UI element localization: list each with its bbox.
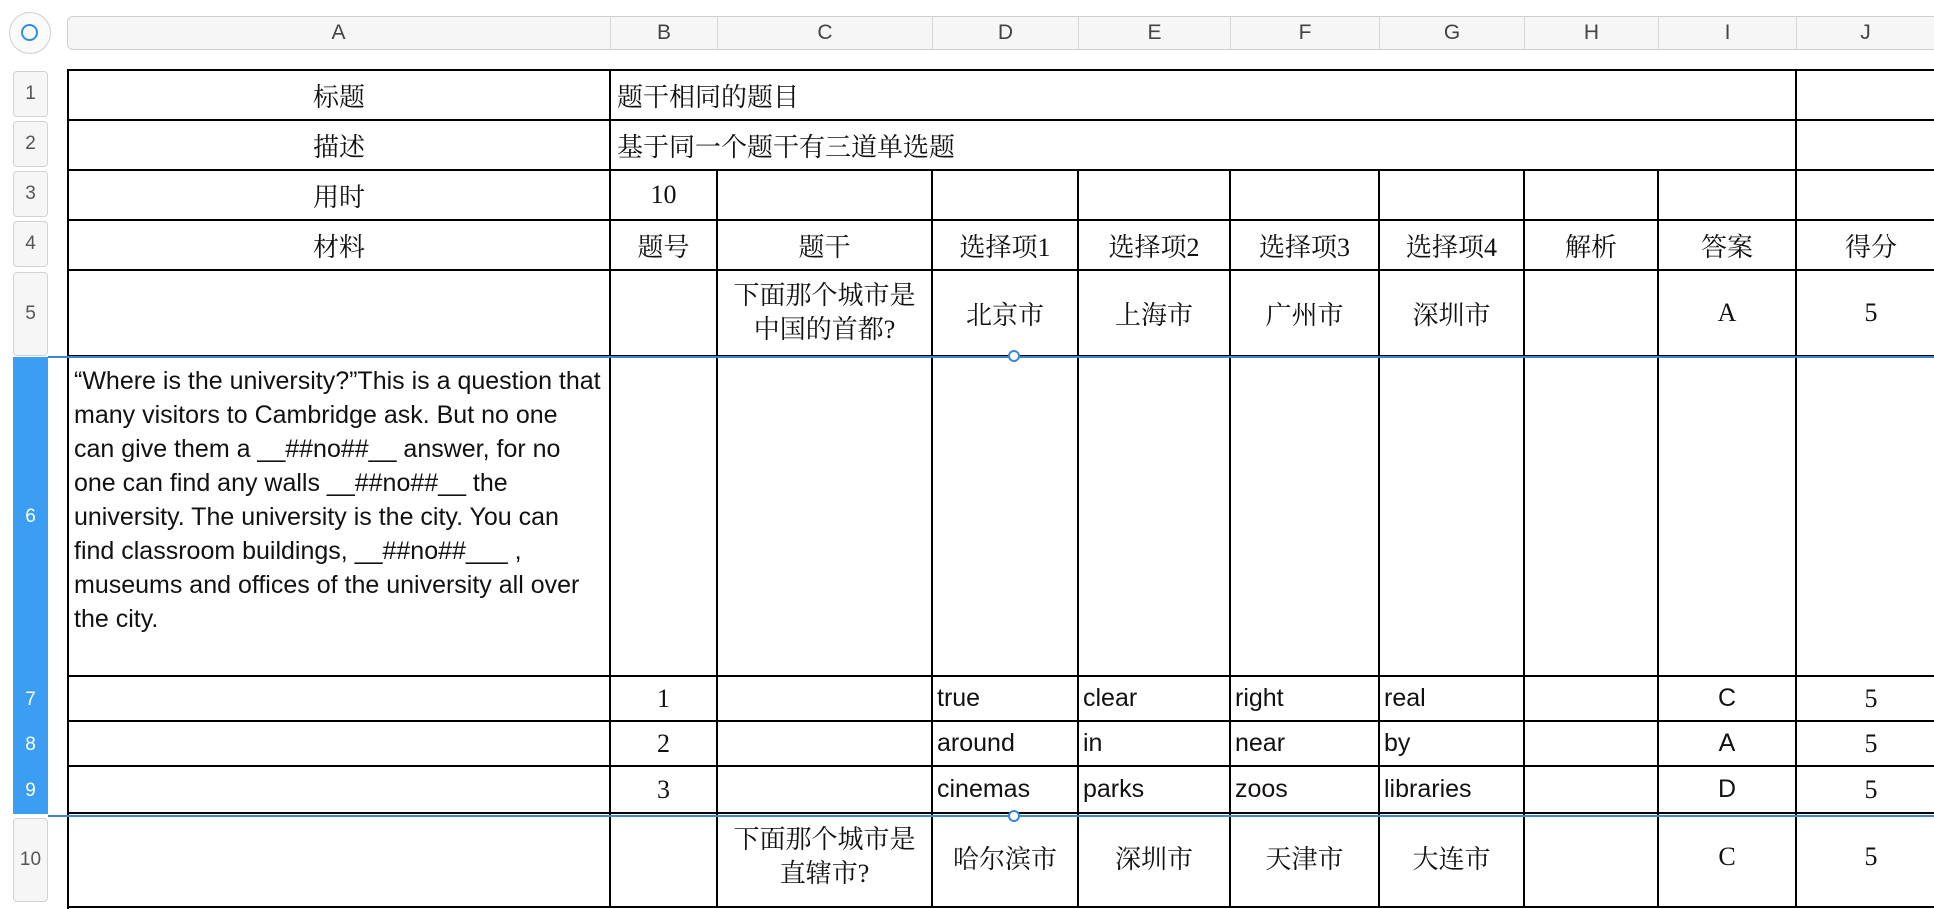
- cell-h9[interactable]: [1525, 767, 1659, 814]
- cell-h7[interactable]: [1525, 677, 1659, 722]
- cell-f6[interactable]: [1231, 357, 1380, 677]
- cell-g6[interactable]: [1380, 357, 1525, 677]
- cell-j3[interactable]: [1797, 171, 1934, 221]
- cell-b6[interactable]: [611, 357, 718, 677]
- column-header-j[interactable]: J: [1860, 21, 1871, 44]
- cell-j10[interactable]: 5: [1797, 814, 1934, 908]
- circle-icon: [21, 24, 38, 41]
- cell-g5[interactable]: 深圳市: [1380, 271, 1525, 357]
- cell-a6-material[interactable]: “Where is the university?”This is a question that many visitors to Cambridge ask. But no one can give them a __##no##__ answer, for no one can find any walls __##no##__ the university. The university is the city. You can find classroom buildings, __##no##___ , museums and offices of the university all over the city.: [69, 357, 611, 677]
- cell-h6[interactable]: [1525, 357, 1659, 677]
- cell-j2[interactable]: [1797, 121, 1934, 171]
- cell-b5[interactable]: [611, 271, 718, 357]
- cell-g7[interactable]: real: [1380, 677, 1525, 722]
- cell-c9[interactable]: [718, 767, 933, 814]
- cell-d8[interactable]: around: [933, 722, 1079, 767]
- cell-i7[interactable]: C: [1659, 677, 1797, 722]
- cell-i4[interactable]: 答案: [1659, 221, 1797, 271]
- row-header-10[interactable]: 10: [13, 818, 48, 902]
- row-header-8[interactable]: 8: [13, 722, 48, 767]
- cell-d10[interactable]: 哈尔滨市: [933, 814, 1079, 908]
- cell-e3[interactable]: [1079, 171, 1231, 221]
- cell-b10[interactable]: [611, 814, 718, 908]
- cell-c6[interactable]: [718, 357, 933, 677]
- cell-d3[interactable]: [933, 171, 1079, 221]
- column-header-f[interactable]: F: [1231, 16, 1380, 50]
- cell-f10[interactable]: 天津市: [1231, 814, 1380, 908]
- row-header-4[interactable]: 4: [13, 221, 48, 267]
- column-header-b[interactable]: B: [611, 16, 718, 50]
- cell-g8[interactable]: by: [1380, 722, 1525, 767]
- cell-f9[interactable]: zoos: [1231, 767, 1380, 814]
- cell-a8[interactable]: [69, 722, 611, 767]
- cell-a10[interactable]: [69, 814, 611, 908]
- cell-h10[interactable]: [1525, 814, 1659, 908]
- cell-e7[interactable]: clear: [1079, 677, 1231, 722]
- cell-g10[interactable]: 大连市: [1380, 814, 1525, 908]
- cell-i10[interactable]: C: [1659, 814, 1797, 908]
- cell-c8[interactable]: [718, 722, 933, 767]
- cell-a5[interactable]: [69, 271, 611, 357]
- cell-i5[interactable]: A: [1659, 271, 1797, 357]
- cell-j5[interactable]: 5: [1797, 271, 1934, 357]
- cell-f3[interactable]: [1231, 171, 1380, 221]
- cell-e10[interactable]: 深圳市: [1079, 814, 1231, 908]
- cell-b3[interactable]: 10: [611, 171, 718, 221]
- cell-b8[interactable]: 2: [611, 722, 718, 767]
- cell-c7[interactable]: [718, 677, 933, 722]
- cell-j1[interactable]: [1797, 71, 1934, 121]
- selection-top-handle[interactable]: [1008, 350, 1020, 362]
- cell-i8[interactable]: A: [1659, 722, 1797, 767]
- cell-f5[interactable]: 广州市: [1231, 271, 1380, 357]
- selection-bottom-handle[interactable]: [1008, 810, 1020, 822]
- row-header-5[interactable]: 5: [13, 272, 48, 356]
- column-header-d[interactable]: D: [933, 16, 1079, 50]
- cell-j9[interactable]: 5: [1797, 767, 1934, 814]
- cell-d5[interactable]: 北京市: [933, 271, 1079, 357]
- cell-b9[interactable]: 3: [611, 767, 718, 814]
- cell-c4[interactable]: 题干: [718, 221, 933, 271]
- cell-h5[interactable]: [1525, 271, 1659, 357]
- selection-top-line: [48, 356, 1934, 358]
- column-header-c[interactable]: C: [718, 16, 933, 50]
- cell-b7[interactable]: 1: [611, 677, 718, 722]
- cell-f7[interactable]: right: [1231, 677, 1380, 722]
- cell-c3[interactable]: [718, 171, 933, 221]
- row-header-7[interactable]: 7: [13, 677, 48, 722]
- cell-g9[interactable]: libraries: [1380, 767, 1525, 814]
- cell-b4[interactable]: 题号: [611, 221, 718, 271]
- cell-h4[interactable]: 解析: [1525, 221, 1659, 271]
- cell-a7[interactable]: [69, 677, 611, 722]
- cell-j7[interactable]: 5: [1797, 677, 1934, 722]
- selection-bottom-line: [48, 815, 1934, 817]
- cell-j6[interactable]: [1797, 357, 1934, 677]
- cell-f8[interactable]: near: [1231, 722, 1380, 767]
- cell-e6[interactable]: [1079, 357, 1231, 677]
- row-header-6[interactable]: 6: [13, 357, 48, 677]
- cell-a2[interactable]: 描述: [69, 121, 611, 171]
- row-header-3[interactable]: 3: [13, 171, 48, 217]
- cell-e9[interactable]: parks: [1079, 767, 1231, 814]
- cell-i9[interactable]: D: [1659, 767, 1797, 814]
- cell-i6[interactable]: [1659, 357, 1797, 677]
- column-header-e[interactable]: E: [1079, 16, 1231, 50]
- cell-e8[interactable]: in: [1079, 722, 1231, 767]
- cell-c10[interactable]: 下面那个城市是直辖市?: [718, 814, 933, 908]
- cell-g3[interactable]: [1380, 171, 1525, 221]
- cell-j8[interactable]: 5: [1797, 722, 1934, 767]
- cell-a1[interactable]: 标题: [69, 71, 611, 121]
- cell-d9[interactable]: cinemas: [933, 767, 1079, 814]
- cell-b2-merged[interactable]: 基于同一个题干有三道单选题: [611, 121, 1797, 171]
- column-header-a[interactable]: A: [67, 16, 611, 50]
- select-all-button[interactable]: [9, 12, 51, 54]
- cell-a4[interactable]: 材料: [69, 221, 611, 271]
- column-header-h[interactable]: H: [1525, 16, 1659, 50]
- row-header-2[interactable]: 2: [13, 121, 48, 167]
- cell-d6[interactable]: [933, 357, 1079, 677]
- cell-c5[interactable]: 下面那个城市是中国的首都?: [718, 271, 933, 357]
- cell-e4[interactable]: 选择项2: [1079, 221, 1231, 271]
- cell-j4[interactable]: 得分: [1797, 221, 1934, 271]
- row-header-1[interactable]: 1: [13, 71, 48, 117]
- cell-a9[interactable]: [69, 767, 611, 814]
- cell-i3[interactable]: [1659, 171, 1797, 221]
- cell-h3[interactable]: [1525, 171, 1659, 221]
- column-header-i[interactable]: I: [1659, 16, 1797, 50]
- cell-d4[interactable]: 选择项1: [933, 221, 1079, 271]
- cell-d7[interactable]: true: [933, 677, 1079, 722]
- cell-e5[interactable]: 上海市: [1079, 271, 1231, 357]
- cell-g4[interactable]: 选择项4: [1380, 221, 1525, 271]
- cell-f4[interactable]: 选择项3: [1231, 221, 1380, 271]
- row-header-9[interactable]: 9: [13, 767, 48, 814]
- cell-a3[interactable]: 用时: [69, 171, 611, 221]
- column-header-g[interactable]: G: [1380, 16, 1525, 50]
- cell-h8[interactable]: [1525, 722, 1659, 767]
- cell-b1-merged[interactable]: 题干相同的题目: [611, 71, 1797, 121]
